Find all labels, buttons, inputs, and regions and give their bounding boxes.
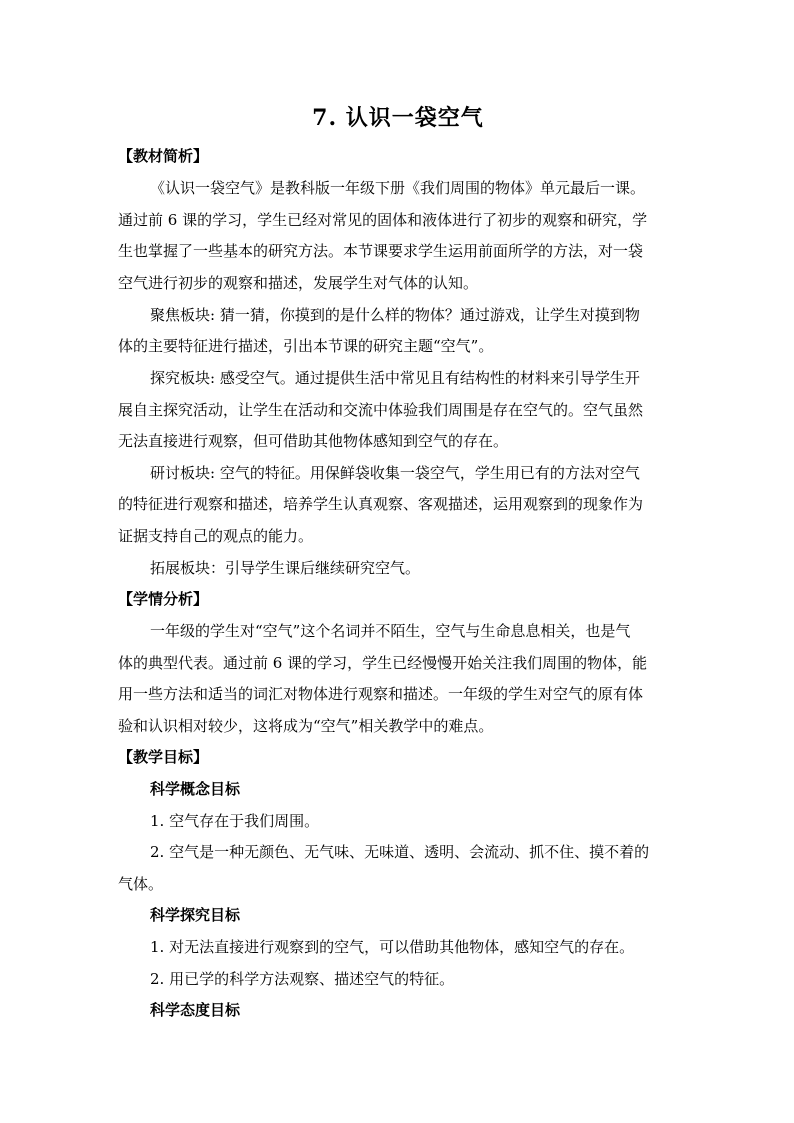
section-heading-student-analysis: 【学情分析】	[118, 590, 209, 608]
paragraph-line: 一年级的学生对“空气”这个名词并不陌生，空气与生命息息相关，也是气	[150, 622, 631, 640]
paragraph-line: 展自主探究活动，让学生在活动和交流中体验我们周围是存在空气的。空气虽然	[118, 401, 644, 419]
paragraph-line: 探究板块: 感受空气。通过提供生活中常见且有结构性的材料来引导学生开	[150, 369, 640, 387]
section-heading-textbook-analysis: 【教材简析】	[118, 147, 209, 165]
paragraph-line: 体的典型代表。通过前 6 课的学习，学生已经慢慢开始关注我们周围的物体，能	[118, 654, 648, 672]
subheading-inquiry-goals: 科学探究目标	[150, 906, 241, 924]
list-item: 2. 空气是一种无颜色、无气味、无味道、透明、会流动、抓不住、摸不着的	[150, 843, 650, 861]
paragraph-line: 拓展板块：引导学生课后继续研究空气。	[150, 559, 421, 577]
section-heading-teaching-goals: 【教学目标】	[118, 748, 209, 766]
document-title: 7. 认识一袋空气	[312, 105, 484, 131]
paragraph-line: 证据支持自己的观点的能力。	[118, 527, 314, 545]
subheading-attitude-goals: 科学态度目标	[150, 1001, 241, 1019]
paragraph-line: 体的主要特征进行描述，引出本节课的研究主题“空气”。	[118, 337, 494, 355]
paragraph-line: 生也掌握了一些基本的研究方法。本节课要求学生运用前面所学的方法，对一袋	[118, 242, 644, 260]
paragraph-line: 的特征进行观察和描述，培养学生认真观察、客观描述，运用观察到的现象作为	[118, 495, 644, 513]
list-item: 2. 用已学的科学方法观察、描述空气的特征。	[150, 970, 455, 988]
list-item: 1. 空气存在于我们周围。	[150, 812, 320, 830]
paragraph-line: 用一些方法和适当的词汇对物体进行观察和描述。一年级的学生对空气的原有体	[118, 685, 644, 703]
list-item: 1. 对无法直接进行观察到的空气，可以借助其他物体，感知空气的存在。	[150, 938, 635, 956]
subheading-concept-goals: 科学概念目标	[150, 780, 241, 798]
list-item-continuation: 气体。	[118, 875, 164, 893]
paragraph-line: 空气进行初步的观察和描述，发展学生对气体的认知。	[118, 274, 479, 292]
paragraph-line: 通过前 6 课的学习，学生已经对常见的固体和液体进行了初步的观察和研究，学	[118, 211, 648, 229]
paragraph-line: 验和认识相对较少，这将成为“空气”相关教学中的难点。	[118, 717, 494, 735]
paragraph-line: 《认识一袋空气》是教科版一年级下册《我们周围的物体》单元最后一课。	[150, 179, 646, 197]
paragraph-line: 研讨板块: 空气的特征。用保鲜袋收集一袋空气，学生用已有的方法对空气	[150, 464, 640, 482]
paragraph-line: 聚焦板块: 猜一猜，你摸到的是什么样的物体？通过游戏，让学生对摸到物	[150, 306, 640, 324]
paragraph-line: 无法直接进行观察，但可借助其他物体感知到空气的存在。	[118, 432, 509, 450]
